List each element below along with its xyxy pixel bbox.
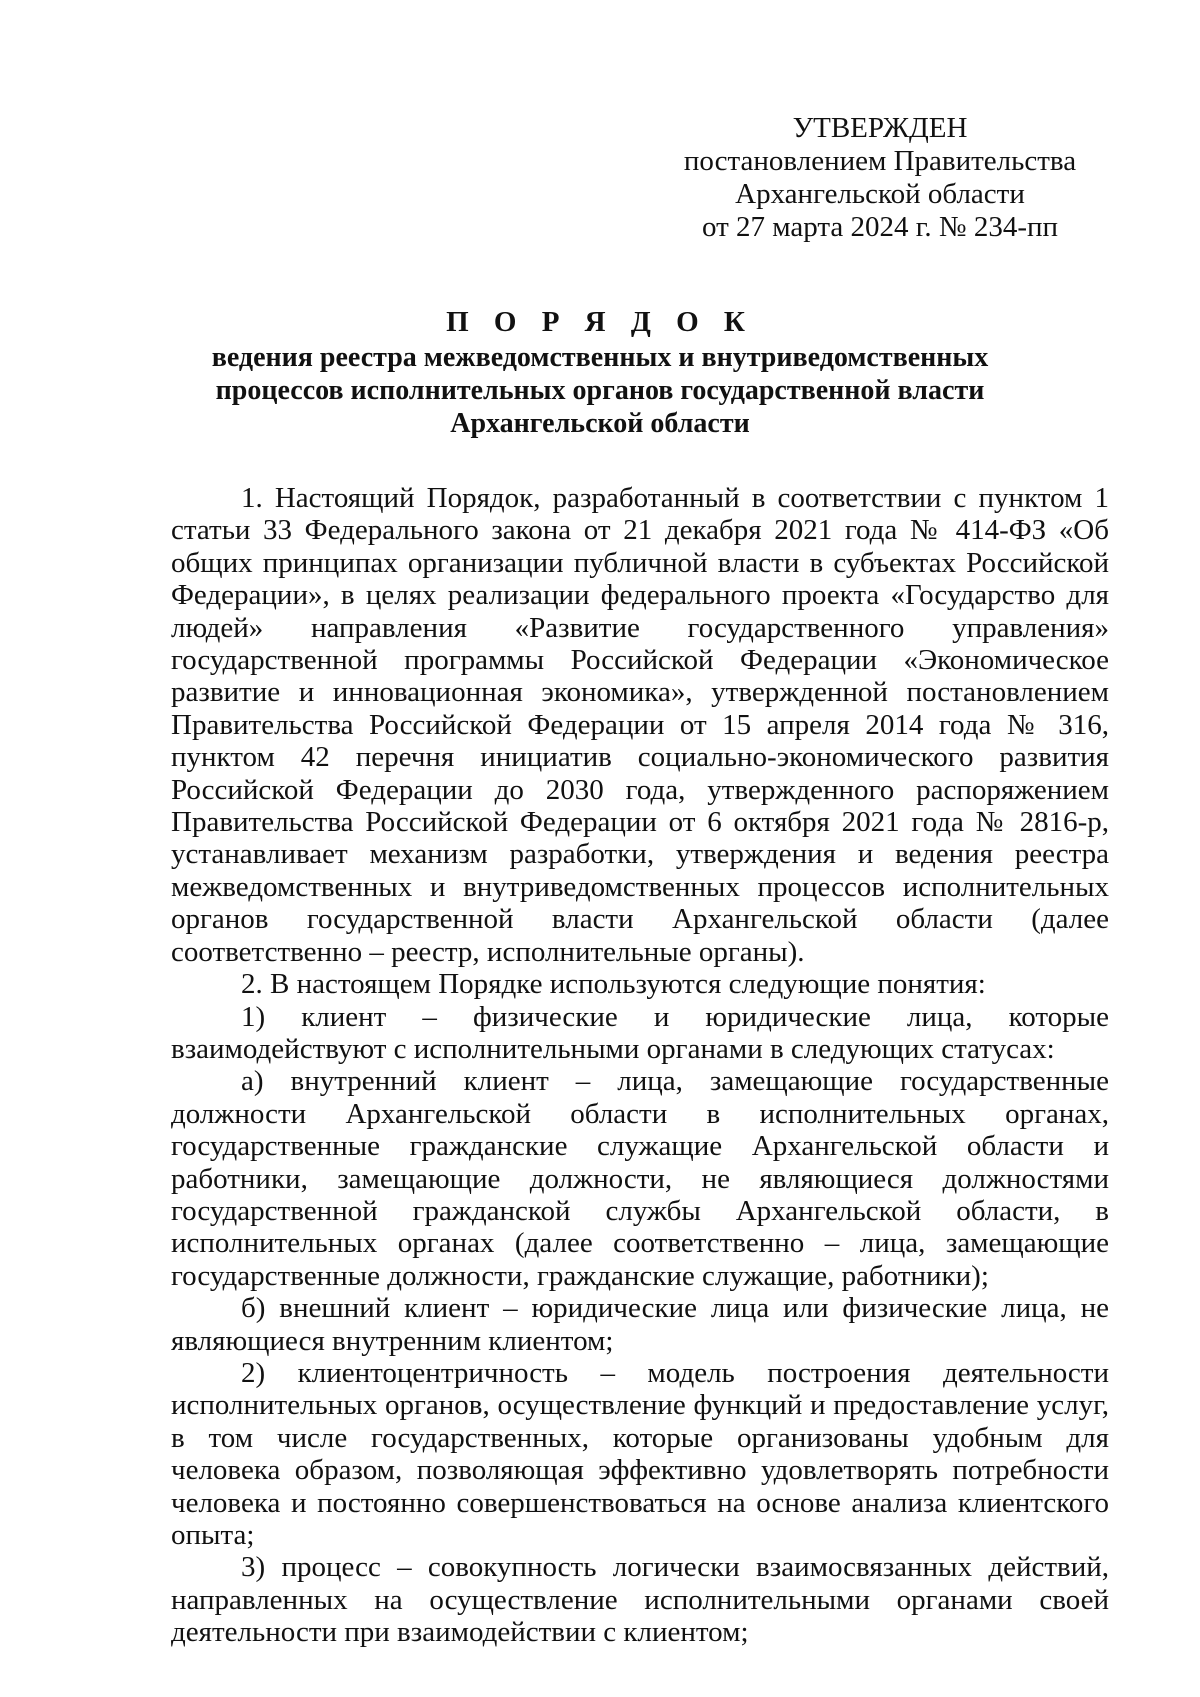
paragraph-2-2: 2) клиентоцентричность – модель построения деятельности исполнительных органов, осуществление функций и предоставление услуг, в том числе государственных, которые организованы удобным для человека образом, позволяющая эффективно удовлетворять потребности человека и постоянно совершенствоваться на основе анализа клиентского опыта; xyxy=(171,1356,1109,1551)
subtitle-line-1: ведения реестра межведомственных и внутриведомственных xyxy=(211,342,989,373)
approval-line-3: Архангельской области xyxy=(735,178,1025,210)
document-subtitle xyxy=(170,341,1030,440)
paragraph-1: 1. Настоящий Порядок, разработанный в соответствии с пунктом 1 статьи 33 Федерального закона от 21 декабря 2021 года № 414-ФЗ «Об общих принципах организации публичной власти в субъектах Российской Федерации», в целях реализации федерального проекта «Государство для людей» направления «Развитие государственного управления» государственной программы Российской Федерации «Экономическое развитие и инновационная экономика», утвержденной постановлением Правительства Российской Федерации от 15 апреля 2014 года № 316, пунктом 42 перечня инициатив социально-экономического развития Российской Федерации до 2030 года, утвержденного распоряжением Правительства Российской Федерации от 6 октября 2021 года № 2816-р, устанавливает механизм разработки, утверждения и ведения реестра межведомственных и внутриведомственных процессов исполнительных органов государственной власти Архангельской области (далее соответственно – реестр, исполнительные органы). xyxy=(171,482,1109,968)
paragraph-2-1-b: б) внешний клиент – юридические лица или физические лица, не являющиеся внутренним клиентом; xyxy=(171,1292,1109,1357)
paragraph-2-1-a: а) внутренний клиент – лица, замещающие государственные должности Архангельской области в исполнительных органах, государственные гражданские служащие Архангельской области и работники, замещающие должности, не являющиеся должностями государственной гражданской службы Архангельской области, в исполнительных органах (далее соответственно – лица, замещающие государственные должности, гражданские служащие, работники); xyxy=(171,1065,1109,1292)
subtitle-line-3: Архангельской области xyxy=(450,408,750,439)
approval-line-4: от 27 марта 2024 г. № 234-пп xyxy=(701,211,1059,243)
paragraph-2-3: 3) процесс – совокупность логически взаимосвязанных действий, направленных на осуществление исполнительными органами своей деятельности при взаимодействии с клиентом; xyxy=(171,1551,1109,1649)
document-title: П О Р Я Д О К xyxy=(446,306,754,338)
subtitle-line-2: процессов исполнительных органов государственной власти xyxy=(215,375,985,406)
document-heading xyxy=(170,306,1030,440)
approval-line-1: УТВЕРЖДЕН xyxy=(792,112,968,144)
approval-line-2: постановлением Правительства xyxy=(683,145,1077,177)
paragraph-2: 2. В настоящем Порядке используются следующие понятия: xyxy=(241,968,986,1001)
approval-stamp xyxy=(660,112,1100,244)
paragraph-2-1: 1) клиент – физические и юридические лица, которые взаимодействуют с исполнительными органами в следующих статусах: xyxy=(171,1000,1109,1065)
document-body xyxy=(171,482,1109,1649)
